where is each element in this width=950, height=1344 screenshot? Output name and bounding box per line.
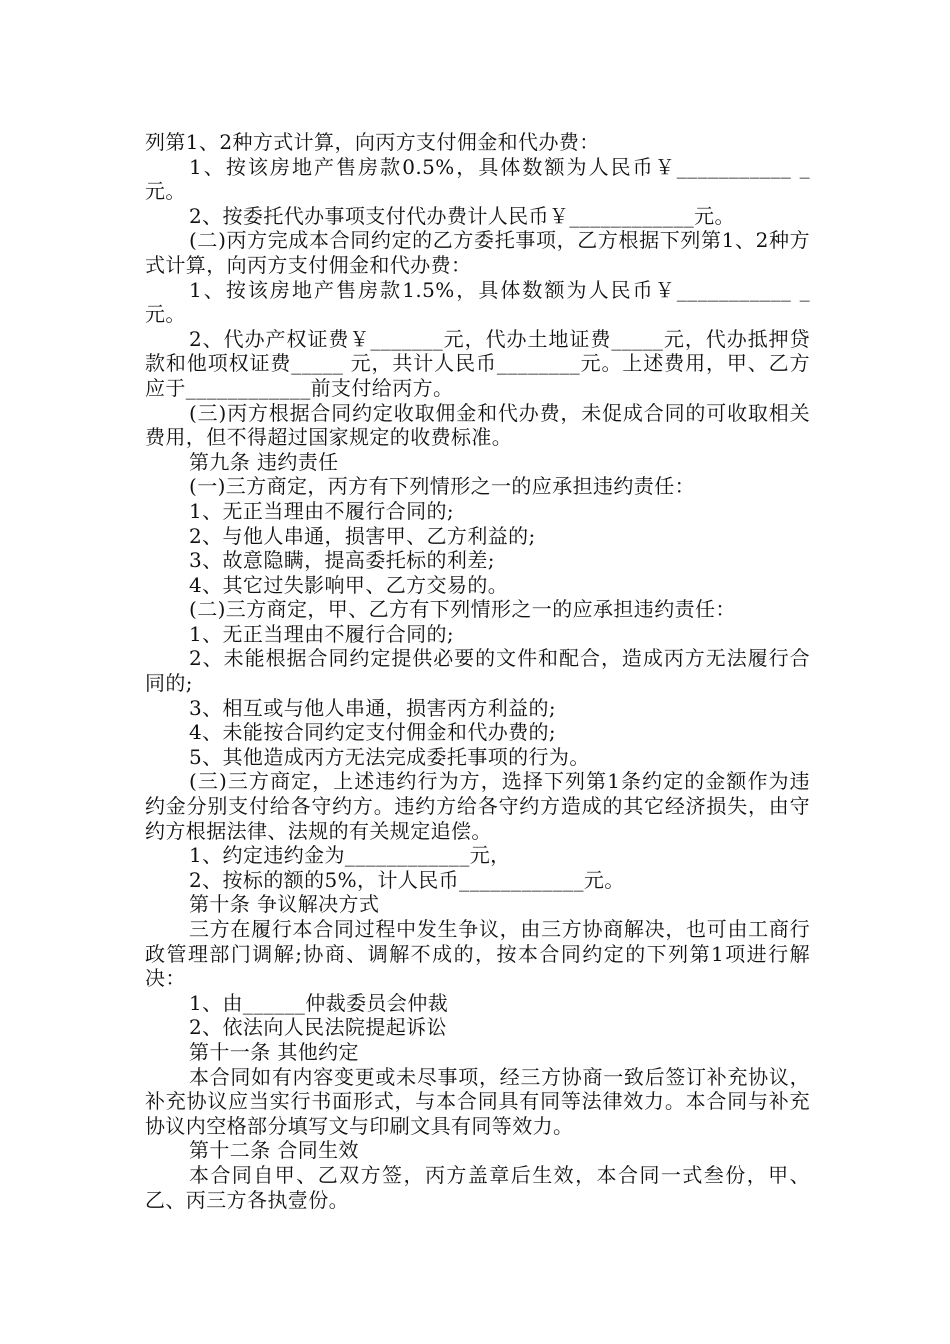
paragraph-11: 2、与他人串通，损害甲、乙方利益的; bbox=[189, 523, 536, 548]
paragraph-1: 列第1、2种方式计算，向丙方支付佣金和代办费： bbox=[145, 130, 600, 154]
paragraph-5: 1、按该房地产售房款1.5%，具体数额为人民币￥___________ _元。 bbox=[145, 277, 810, 327]
paragraph-13: 4、其它过失影响甲、乙方交易的。 bbox=[189, 572, 509, 597]
paragraph-10: 1、无正当理由不履行合同的; bbox=[189, 498, 455, 523]
article-10-heading: 第十条 争议解决方式 bbox=[189, 892, 380, 917]
paragraph-17: 3、相互或与他人串通，损害丙方利益的; bbox=[189, 695, 557, 720]
paragraph-16: 2、未能根据合同约定提供必要的文件和配合，造成丙方无法履行合同的; bbox=[145, 646, 810, 696]
paragraph-6: 2、代办产权证费￥_______元，代办土地证费_____元，代办抵押贷款和他项权证费_____ 元，共计人民币________元。上述费用，甲、乙方应于____________前支付给丙方。 bbox=[145, 326, 810, 400]
paragraph-14: (二)三方商定，甲、乙方有下列情形之一的应承担违约责任： bbox=[189, 597, 736, 622]
paragraph-25: 1、由______仲裁委员会仲裁 bbox=[189, 990, 449, 1015]
paragraph-4: (二)丙方完成本合同约定的乙方委托事项，乙方根据下列第1、2种方式计算，向丙方支付佣金和代办费： bbox=[145, 228, 810, 277]
paragraph-30: 本合同自甲、乙双方签，丙方盖章后生效，本合同一式叁份，甲、乙、丙三方各执壹份。 bbox=[145, 1162, 810, 1212]
paragraph-26: 2、依法向人民法院提起诉讼 bbox=[189, 1015, 447, 1040]
article-9-heading: 第九条 违约责任 bbox=[189, 449, 339, 474]
paragraph-7: (三)丙方根据合同约定收取佣金和代办费，未促成合同的可收取相关费用，但不得超过国家规定的收费标准。 bbox=[145, 400, 810, 450]
paragraph-12: 3、故意隐瞒，提高委托标的利差; bbox=[189, 548, 495, 573]
paragraph-19: 5、其他造成丙方无法完成委托事项的行为。 bbox=[189, 744, 590, 769]
paragraph-2: 1、按该房地产售房款0.5%，具体数额为人民币￥___________ _元。 bbox=[145, 154, 810, 204]
paragraph-15: 1、无正当理由不履行合同的; bbox=[189, 621, 455, 646]
paragraph-24: 三方在履行本合同过程中发生争议，由三方协商解决，也可由工商行政管理部门调解;协商、调解不成的，按本合同约定的下列第1项进行解决： bbox=[145, 917, 810, 991]
paragraph-9: (一)三方商定，丙方有下列情形之一的应承担违约责任： bbox=[189, 474, 696, 499]
article-12-heading: 第十二条 合同生效 bbox=[189, 1138, 359, 1163]
paragraph-18: 4、未能按合同约定支付佣金和代办费的; bbox=[189, 720, 557, 745]
paragraph-28: 本合同如有内容变更或未尽事项，经三方协商一致后签订补充协议，补充协议应当实行书面形式，与本合同具有同等法律效力。本合同与补充协议内空格部分填写文与印刷文具有同等效力。 bbox=[145, 1064, 810, 1138]
paragraph-21: 1、约定违约金为____________元， bbox=[189, 843, 511, 868]
article-11-heading: 第十一条 其他约定 bbox=[189, 1039, 359, 1064]
paragraph-22: 2、按标的额的5%，计人民币____________元。 bbox=[189, 867, 625, 892]
paragraph-3: 2、按委托代办事项支付代办费计人民币￥____________元。 bbox=[189, 203, 735, 228]
paragraph-20: (三)三方商定，上述违约行为方，选择下列第1条约定的金额作为违约金分别支付给各守约方。违约方给各守约方造成的其它经济损失，由守约方根据法律、法规的有关规定追偿。 bbox=[145, 769, 810, 843]
document-page bbox=[145, 130, 810, 1212]
